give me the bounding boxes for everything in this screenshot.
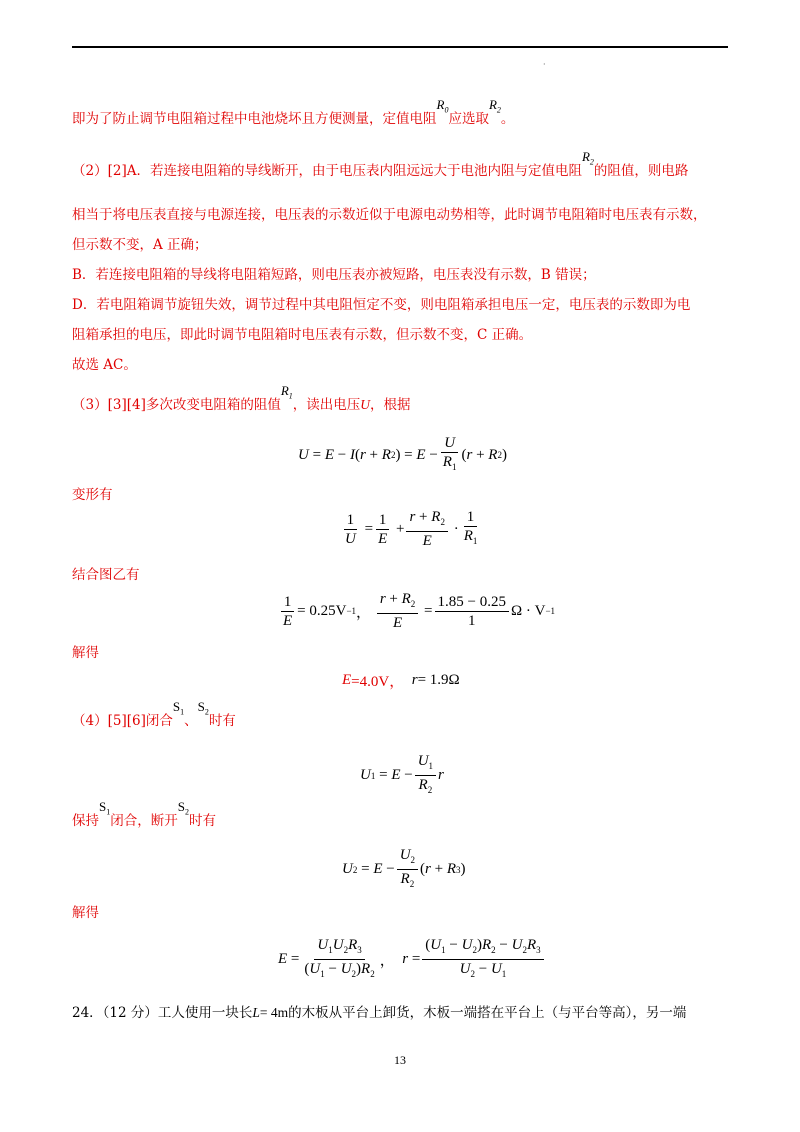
equation-5: U 2 = E − $\frac{U_2}{R_2}$ ( r + R 3 ) bbox=[342, 847, 466, 889]
math-u: U bbox=[360, 397, 371, 412]
para-r0-choice bbox=[72, 97, 515, 134]
equation-3: $\frac{1}{E}$ = 0.25V −1 ， $\frac{r + R_2}{E}$ = $\frac{1.85 - 0.25}{1}$ Ω · V −1 bbox=[278, 590, 555, 632]
para-solve-2: 解得 bbox=[72, 905, 99, 921]
value: = 4m bbox=[259, 1005, 289, 1020]
para-d-1: D．若电阻箱调节旋钮失效，调节过程中其电阻恒定不变，则电阻箱承担电压一定，电压表的示数即为电 bbox=[72, 297, 691, 313]
math-r: r bbox=[411, 672, 418, 688]
text: ，读出电压 bbox=[292, 397, 361, 413]
text: （4）[5][6]闭合 bbox=[72, 713, 173, 729]
math-r1: $R_1$ bbox=[280, 383, 293, 401]
math-s2: $S_2$ bbox=[197, 699, 209, 717]
header-rule bbox=[72, 46, 728, 48]
para-2-c: 但示数不变，A 正确； bbox=[72, 237, 208, 253]
equation-6: E = $\frac{U_1U_2R_3}{(U_1 - U_2)R_2}$ ， r = $\frac{(U_1 - U_2)R_2 - U_2R_3}{U_2 - U_1}$ bbox=[278, 936, 546, 983]
text: 闭合，断开 bbox=[110, 813, 178, 829]
math-r0: $R_0$ bbox=[436, 97, 449, 115]
unit: Ω · V bbox=[510, 602, 546, 619]
para-3 bbox=[72, 383, 411, 420]
text: 。 bbox=[500, 111, 515, 127]
math-r2: $R_2$ bbox=[581, 149, 594, 167]
text: 24．（12 分）工人使用一块长 bbox=[72, 1005, 253, 1021]
math-s2: $S_2$ bbox=[177, 799, 189, 817]
text: 保持 bbox=[72, 813, 99, 829]
math-s1: $S_1$ bbox=[172, 699, 185, 717]
sep: ， bbox=[356, 604, 372, 621]
para-4 bbox=[72, 699, 236, 736]
text: 时有 bbox=[208, 713, 236, 729]
math-r2: $R_2$ bbox=[488, 97, 501, 115]
page-number: 13 bbox=[394, 1053, 406, 1067]
value: = 1.9Ω bbox=[417, 672, 460, 688]
text: ，根据 bbox=[370, 397, 411, 413]
para-2-a bbox=[72, 149, 689, 186]
para-solve: 解得 bbox=[72, 645, 99, 661]
math-e: E bbox=[342, 672, 352, 688]
header-dot: · bbox=[543, 60, 546, 69]
value: 1 bbox=[468, 612, 476, 629]
value: 1.85 − 0.25 bbox=[435, 593, 509, 612]
text: 即为了防止调节电阻箱过程中电池烧坏且方便测量，定值电阻 bbox=[72, 111, 437, 127]
math-s1: $S_1$ bbox=[99, 799, 111, 817]
text: （2）[2]A．若连接电阻箱的导线断开，由于电压表内阻远远大于电池内阻与定值电阻 bbox=[72, 163, 582, 179]
equation-4: U 1 = E − $\frac{U_1}{R_2}$ r bbox=[360, 753, 444, 795]
text: 的木板从平台上卸货，木板一端搭在平台上（与平台等高），另一端 bbox=[288, 1005, 687, 1021]
text: 的阻值，则电路 bbox=[593, 163, 689, 179]
equation-1: U = E − I ( r + R 2 ) = E − $\frac{U}{R_1}$ ( r + R 2 ) bbox=[298, 435, 507, 472]
para-d-2: 阻箱承担的电压，即此时调节电阻箱时电压表有示数，但示数不变，C 正确。 bbox=[72, 327, 533, 343]
value: = 0.25V bbox=[297, 602, 347, 619]
para-keep bbox=[72, 799, 216, 836]
value: =4.0V， bbox=[351, 674, 405, 690]
text: 时有 bbox=[188, 813, 216, 829]
result-e-r bbox=[342, 670, 460, 691]
para-combine: 结合图乙有 bbox=[72, 567, 140, 583]
equation-2: $\frac{1}{U}$ = $\frac{1}{E}$ + $\frac{r + R_2}{E}$ · $\frac{1}{R_1}$ bbox=[345, 509, 478, 549]
text: 应选取 bbox=[448, 111, 489, 127]
para-transform: 变形有 bbox=[72, 487, 113, 503]
para-answer: 故选 AC。 bbox=[72, 357, 137, 373]
question-24 bbox=[72, 1004, 686, 1022]
math-l: L bbox=[252, 1005, 260, 1020]
text: 、 bbox=[184, 713, 198, 729]
para-2-b: 相当于将电压表直接与电源连接，电压表的示数近似于电源电动势相等，此时调节电阻箱时电压表有示数， bbox=[72, 207, 707, 223]
para-b: B．若连接电阻箱的导线将电阻箱短路，则电压表亦被短路，电压表没有示数，B 错误； bbox=[72, 267, 596, 283]
text: （3）[3][4]多次改变电阻箱的阻值 bbox=[72, 397, 281, 413]
